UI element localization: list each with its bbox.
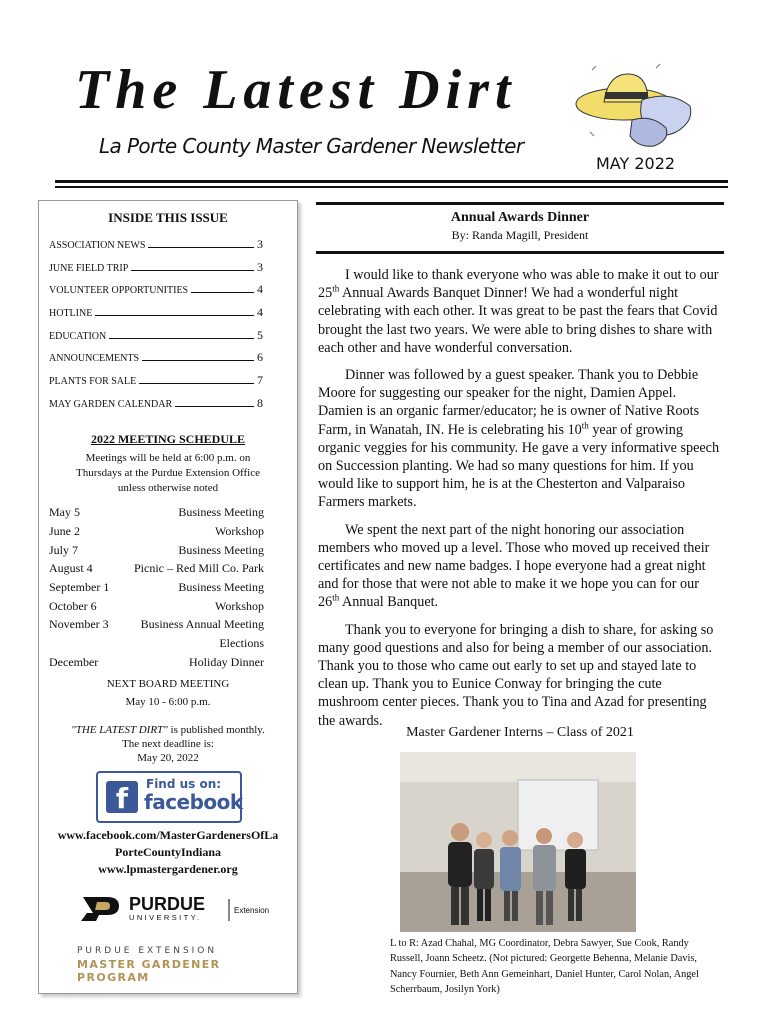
schedule-date: August 4 <box>49 561 93 575</box>
board-meeting-date: May 10 - 6:00 p.m. <box>125 696 211 708</box>
links-block <box>44 827 292 878</box>
schedule-date: September 1 <box>49 580 110 594</box>
toc-page: 4 <box>257 282 263 296</box>
schedule-date: November 3 <box>49 617 109 631</box>
toc-page: 4 <box>257 305 263 319</box>
purdue-sub: UNIVERSITY. <box>129 913 202 922</box>
schedule-event: Picnic – Red Mill Co. Park <box>134 561 264 575</box>
article-paragraph: We spent the next part of the night honoring our association members who moved up a level. Those who moved up received their certificates and new name badges. I hope everyone had a great night and for those that were not able to make it we hope you can for our 26th Annual Banquet. <box>318 521 710 611</box>
article-byline: By: Randa Magill, President <box>451 228 589 242</box>
hat-and-gloves-illustration <box>572 62 702 152</box>
article-rule-top <box>316 202 724 205</box>
board-meeting-title: NEXT BOARD MEETING <box>106 678 230 690</box>
masthead-rule <box>55 180 728 183</box>
schedule-event: Workshop <box>214 524 264 538</box>
article-title: Annual Awards Dinner <box>450 210 590 225</box>
toc-page: 8 <box>257 396 263 410</box>
schedule-event: Elections <box>219 636 264 650</box>
article-rule-bottom <box>316 251 724 254</box>
toc-page: 3 <box>257 237 263 251</box>
deadline-label: The next deadline is: <box>122 738 214 750</box>
toc-page: 3 <box>257 260 263 274</box>
toc-label: PLANTS FOR SALE <box>49 376 137 387</box>
newsletter-title: The Latest Dirt <box>75 59 517 121</box>
toc-item-education[interactable] <box>49 328 263 343</box>
facebook-url-part2[interactable]: PorteCountyIndiana <box>114 845 221 859</box>
facebook-url-part1[interactable]: www.facebook.com/MasterGardenersOfLa <box>57 828 279 842</box>
schedule-event: Business Meeting <box>178 505 264 519</box>
purdue-name: PURDUE <box>129 894 206 914</box>
toc-item-plants-for-sale[interactable] <box>49 373 263 388</box>
publication-note <box>59 723 277 765</box>
toc-label: JUNE FIELD TRIP <box>49 263 129 274</box>
schedule-event: Holiday Dinner <box>189 655 264 669</box>
masthead-rule-thin <box>55 186 728 188</box>
toc-page: 6 <box>257 350 263 364</box>
schedule-date: June 2 <box>49 524 80 538</box>
article-paragraph: Dinner was followed by a guest speaker. Thank you to Debbie Moore for suggesting our speaker for the night, Damien Appel. Damien is an organic farmer/educator; he is owner of Native Roots Farm, in Wanatah, IN. He is celebrating his 10th year of growing organic veggies for his community. He gave a very informative speech on Succession planting. We had so many questions for him. If you would like to support him, he is at the Chesterton and Valparaiso Farmers markets. <box>318 367 720 511</box>
photo-credit: L to R: Azad Chahal, MG Coordinator, Debra Sawyer, Sue Cook, Randy Russell, Joann Scheetz. (Not pictured: Georgette Behenna, Melanie Davis, Nancy Fournier, Beth Ann Gemeinhart, Daniel Hunter, Carol Nolan, Angel Scherrbaum, Josilyn York) <box>390 938 699 995</box>
article-body <box>318 266 723 739</box>
toc-label: MAY GARDEN CALENDAR <box>49 399 173 410</box>
article-paragraph: Thank you to everyone for bringing a dish to share, for asking so many good questions and also for being a member of our association. Thank you to those who came out early to set up and stayed late to clean up. Thank you to Eunice Conway for bringing the cute mushroom center pieces. Thank you to Tina and Azad for presenting the awards. <box>318 621 714 729</box>
schedule-event: Business Annual Meeting <box>140 617 264 631</box>
facebook-find-us: Find us on: <box>146 777 222 791</box>
website-link[interactable]: www.lpmastergardener.org <box>98 862 238 876</box>
toc-item-hotline[interactable] <box>49 305 263 320</box>
toc-label: VOLUNTEER OPPORTUNITIES <box>49 285 189 296</box>
toc-item-june-field-trip[interactable] <box>49 260 263 275</box>
toc-item-announcements[interactable] <box>49 350 263 365</box>
newsletter-subtitle: La Porte County Master Gardener Newsletter <box>99 134 524 158</box>
article-paragraph: I would like to thank everyone who was able to make it out to our 25th Annual Awards Banquet Dinner! We had a wonderful night celebrating with each other. It was great to be past the fears that Covid brought the last two years. We were able to bring dishes to share with each other and have wonderful conversation. <box>318 267 719 356</box>
issue-date: MAY 2022 <box>596 154 676 173</box>
toc-label: EDUCATION <box>49 331 107 342</box>
toc-item-may-garden-calendar[interactable] <box>49 396 263 411</box>
publication-text: is published monthly. <box>167 724 265 736</box>
facebook-badge[interactable] <box>96 771 242 823</box>
toc-label: ANNOUNCEMENTS <box>49 353 139 364</box>
publication-title: "THE LATEST DIRT" <box>71 724 168 736</box>
schedule-date: July 7 <box>49 543 79 557</box>
toc-item-association-news[interactable] <box>49 237 263 252</box>
schedule-title: 2022 MEETING SCHEDULE <box>90 432 246 446</box>
facebook-wordmark: facebook <box>144 790 243 814</box>
purdue-extension: Extension <box>234 906 269 915</box>
toc-page: 7 <box>257 373 263 387</box>
program-line-2: MASTER GARDENER PROGRAM <box>77 958 221 984</box>
sidebar <box>38 200 298 994</box>
schedule-note: Meetings will be held at 6:00 p.m. on Thursdays at the Purdue Extension Office unless otherwise noted <box>75 452 260 494</box>
program-line-1: PURDUE EXTENSION <box>77 946 218 956</box>
toc-title: INSIDE THIS ISSUE <box>108 210 228 225</box>
toc-page: 5 <box>257 328 263 342</box>
facebook-icon: f <box>106 781 138 813</box>
schedule-date: December <box>49 655 99 669</box>
schedule-event: Workshop <box>214 599 264 613</box>
toc-label: ASSOCIATION NEWS <box>49 240 146 251</box>
deadline-date: May 20, 2022 <box>137 752 199 764</box>
schedule-event: Business Meeting <box>178 543 264 557</box>
toc-label: HOTLINE <box>49 308 93 319</box>
purdue-logo <box>79 893 269 923</box>
schedule-date: May 5 <box>49 505 80 519</box>
toc-item-volunteer-opportunities[interactable] <box>49 282 263 297</box>
group-photo <box>400 752 636 932</box>
photo-heading: Master Gardener Interns – Class of 2021 <box>406 725 634 740</box>
schedule-date: October 6 <box>49 599 97 613</box>
schedule-event: Business Meeting <box>178 580 264 594</box>
